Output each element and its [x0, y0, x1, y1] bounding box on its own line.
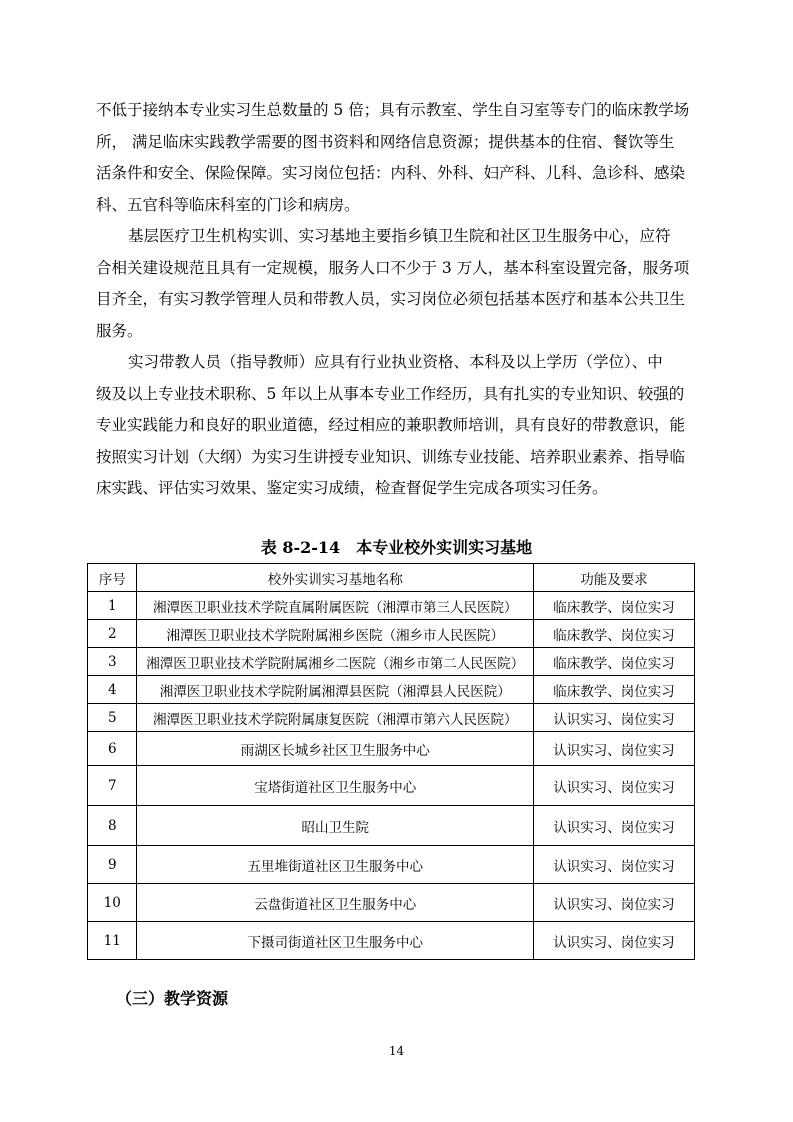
table-row — [88, 806, 695, 846]
row-number: 7 — [88, 766, 137, 806]
table-row — [88, 922, 695, 960]
table-row — [88, 846, 695, 884]
row-function: 认识实习、岗位实习 — [533, 884, 694, 922]
row-base-name: 雨湖区长城乡社区卫生服务中心 — [137, 732, 534, 766]
row-number: 11 — [88, 922, 137, 960]
paragraph-line: 实习带教人员（指导教师）应具有行业执业资格、本科及以上学历（学位）、中 — [128, 353, 663, 371]
row-base-name: 下摄司街道社区卫生服务中心 — [137, 922, 534, 960]
row-base-name: 云盘街道社区卫生服务中心 — [137, 884, 534, 922]
table-title: 表 8-2-14 本专业校外实训实习基地 — [260, 538, 533, 557]
row-number: 3 — [88, 648, 137, 676]
paragraph-line: 专业实践能力和良好的职业道德，经过相应的兼职教师培训，具有良好的带教意识，能 — [96, 416, 686, 435]
row-number: 6 — [88, 732, 137, 766]
row-function: 临床教学、岗位实习 — [533, 620, 694, 648]
paragraph-line: 按照实习计划（大纲）为实习生讲授专业知识、训练专业技能、培养职业素养、指导临 — [96, 447, 686, 466]
row-base-name: 湘潭医卫职业技术学院附属湘乡二医院（湘乡市第二人民医院） — [137, 648, 534, 676]
paragraph-line: 床实践、评估实习效果、鉴定实习成绩，检查督促学生完成各项实习任务。 — [96, 479, 608, 498]
table-row — [88, 766, 695, 806]
paragraph-line: 所， 满足临床实践教学需要的图书资料和网络信息资源；提供基本的住宿、餐饮等生 — [96, 132, 675, 151]
table-header-row — [88, 564, 695, 592]
row-function: 认识实习、岗位实习 — [533, 846, 694, 884]
training-base-table — [87, 563, 695, 960]
row-number: 9 — [88, 846, 137, 884]
paragraph-line: 不低于接纳本专业实习生总数量的 5 倍；具有示教室、学生自习室等专门的临床教学场 — [96, 101, 690, 119]
row-base-name: 湘潭医卫职业技术学院附属康复医院（湘潭市第六人民医院） — [137, 704, 534, 732]
paragraph-1 — [96, 95, 696, 221]
header-cell-name: 校外实训实习基地名称 — [137, 564, 534, 592]
row-base-name: 五里堆街道社区卫生服务中心 — [137, 846, 534, 884]
page-number: 14 — [388, 1044, 405, 1058]
paragraph-line: 科、五官科等临床科室的门诊和病房。 — [96, 195, 360, 214]
row-function: 认识实习、岗位实习 — [533, 806, 694, 846]
row-base-name: 湘潭医卫职业技术学院附属湘乡医院（湘乡市人民医院） — [137, 620, 534, 648]
row-function: 临床教学、岗位实习 — [533, 592, 694, 620]
paragraph-line: 目齐全，有实习教学管理人员和带教人员，实习岗位必须包括基本医疗和基本公共卫生 — [96, 290, 686, 309]
row-base-name: 湘潭医卫职业技术学院直属附属医院（湘潭市第三人民医院） — [137, 592, 534, 620]
row-function: 认识实习、岗位实习 — [533, 704, 694, 732]
row-number: 4 — [88, 676, 137, 704]
paragraph-3 — [96, 347, 696, 505]
row-function: 临床教学、岗位实习 — [533, 648, 694, 676]
paragraph-line: 基层医疗卫生机构实训、实习基地主要指乡镇卫生院和社区卫生服务中心，应符 — [128, 227, 671, 245]
row-function: 认识实习、岗位实习 — [533, 732, 694, 766]
row-base-name: 湘潭医卫职业技术学院附属湘潭县医院（湘潭县人民医院） — [137, 676, 534, 704]
table-row — [88, 648, 695, 676]
table-row — [88, 704, 695, 732]
table-row — [88, 592, 695, 620]
table-row — [88, 884, 695, 922]
row-function: 临床教学、岗位实习 — [533, 676, 694, 704]
row-number: 2 — [88, 620, 137, 648]
header-cell-function: 功能及要求 — [533, 564, 694, 592]
row-number: 10 — [88, 884, 137, 922]
paragraph-line: 级及以上专业技术职称、5 年以上从事本专业工作经历，具有扎实的专业知识、较强的 — [96, 384, 685, 403]
row-base-name: 宝塔街道社区卫生服务中心 — [137, 766, 534, 806]
row-number: 1 — [88, 592, 137, 620]
row-function: 认识实习、岗位实习 — [533, 922, 694, 960]
paragraph-2 — [96, 221, 696, 347]
section-heading: （三）教学资源 — [116, 989, 229, 1008]
table-row — [88, 732, 695, 766]
paragraph-line: 合相关建设规范且具有一定规模，服务人口不少于 3 万人，基本科室设置完备，服务项 — [96, 258, 690, 277]
paragraph-line: 服务。 — [96, 321, 143, 340]
table-row — [88, 676, 695, 704]
row-number: 5 — [88, 704, 137, 732]
paragraph-line: 活条件和安全、保险保障。实习岗位包括：内科、外科、妇产科、儿科、急诊科、感染 — [96, 164, 686, 183]
row-number: 8 — [88, 806, 137, 846]
row-base-name: 昭山卫生院 — [137, 806, 534, 846]
header-cell-number: 序号 — [88, 564, 137, 592]
row-function: 认识实习、岗位实习 — [533, 766, 694, 806]
table-row — [88, 620, 695, 648]
